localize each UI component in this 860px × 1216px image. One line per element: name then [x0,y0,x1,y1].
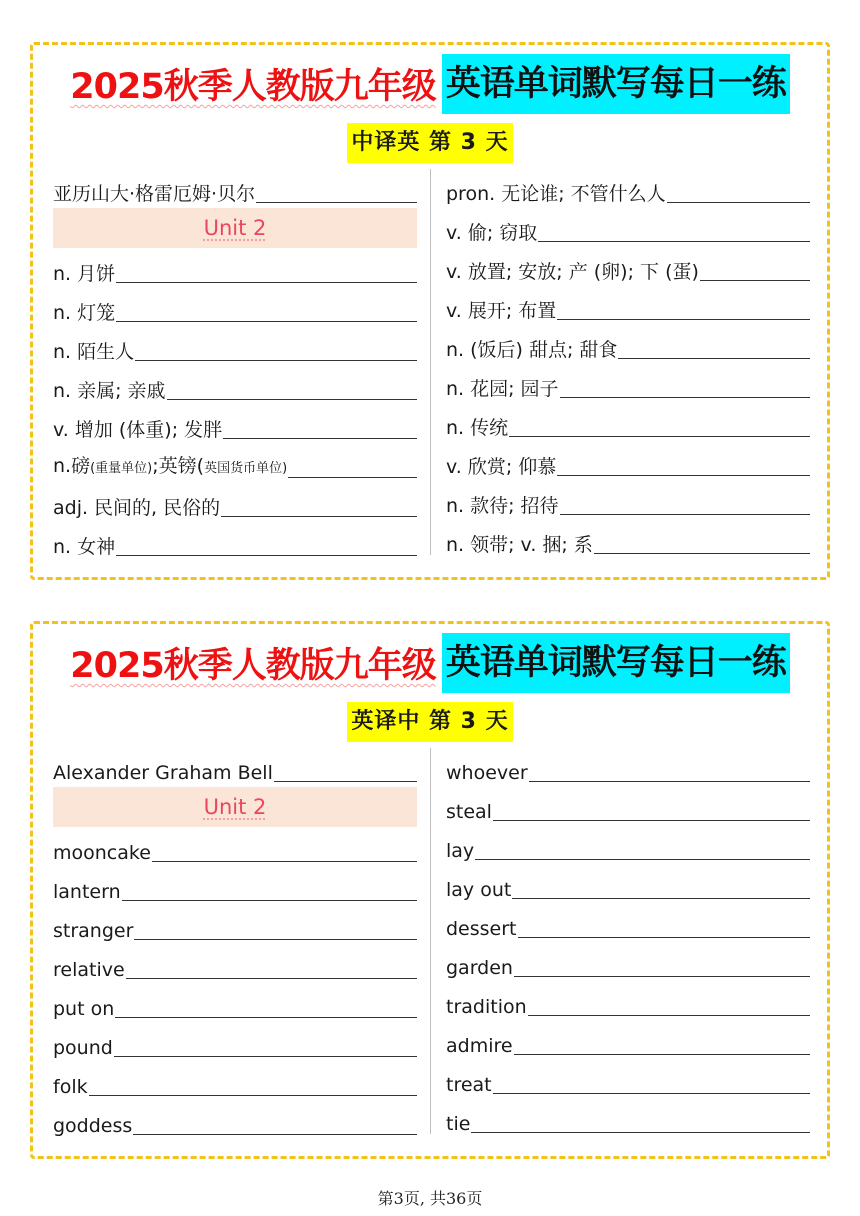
answer-line[interactable] [471,1132,810,1133]
answer-line[interactable] [493,820,810,821]
answer-line[interactable] [560,514,810,515]
word-prompt: lantern [53,881,121,903]
answer-line[interactable] [89,1095,417,1096]
answer-line[interactable] [122,900,417,901]
title-red-part: 2025秋季人教版九年级 [70,646,436,686]
word-row [446,1099,810,1138]
word-row [53,366,417,405]
word-prompt: v. 放置; 安放; 产 (卵); 下 (蛋) [446,261,699,283]
word-prompt: n. 陌生人 [53,341,135,363]
word-row [446,208,810,247]
word-row [446,865,810,904]
answer-line[interactable] [509,436,810,437]
pound-mid: ;英镑( [152,455,205,477]
word-prompt: lay [446,840,475,862]
word-row [53,327,417,366]
answer-line[interactable] [700,280,810,281]
word-prompt: n. 领带; v. 捆; 系 [446,534,593,556]
column-divider [430,169,431,555]
word-prompt: goddess [53,1115,133,1137]
word-prompt: n. 女神 [53,536,116,558]
word-prompt: treat [446,1074,492,1096]
answer-line[interactable] [667,202,810,203]
answer-line[interactable] [115,1017,417,1018]
pound-main: n.磅 [53,455,91,477]
page-footer: 第3页, 共36页 [377,1189,483,1208]
card-title [33,45,827,123]
answer-line[interactable] [167,399,417,400]
word-prompt: whoever [446,762,528,784]
word-prompt: dessert [446,918,517,940]
word-prompt: relative [53,959,125,981]
word-row [53,906,417,945]
answer-line[interactable] [514,1054,810,1055]
word-prompt: Alexander Graham Bell [53,762,273,784]
word-row [53,1023,417,1062]
answer-line[interactable] [493,1093,810,1094]
word-prompt: steal [446,801,492,823]
word-row [446,787,810,826]
word-row [446,1021,810,1060]
word-row [53,483,417,522]
card-subtitle: 英译中 第 3 天 [347,702,512,742]
word-prompt: v. 偷; 窃取 [446,222,538,244]
word-row [53,748,417,787]
answer-line[interactable] [518,937,811,938]
word-row [53,984,417,1023]
word-row [446,748,810,787]
answer-line[interactable] [538,241,810,242]
card-subtitle: 中译英 第 3 天 [347,123,512,163]
answer-line[interactable] [126,978,417,979]
word-prompt: adj. 民间的, 民俗的 [53,497,221,519]
answer-line[interactable] [114,1056,417,1057]
word-prompt: v. 增加 (体重); 发胖 [53,419,223,441]
word-prompt: tradition [446,996,527,1018]
word-prompt: v. 欣赏; 仰慕 [446,456,557,478]
word-row [446,169,810,208]
answer-line[interactable] [618,358,810,359]
answer-line[interactable] [116,555,417,556]
answer-line[interactable] [152,861,417,862]
word-row [446,403,810,442]
word-row [446,442,810,481]
title-cyan-part: 英语单词默写每日一练 [442,54,790,114]
answer-line[interactable] [116,282,417,283]
word-prompt: pron. 无论谁; 不管什么人 [446,183,666,205]
answer-line[interactable] [135,360,417,361]
word-prompt: n. 款待; 招待 [446,495,559,517]
left-column [53,748,417,1140]
word-row [53,867,417,906]
answer-line[interactable] [560,397,810,398]
word-row [446,520,810,559]
word-row [446,904,810,943]
word-row [446,982,810,1021]
word-row [53,522,417,561]
answer-line[interactable] [134,939,417,940]
answer-line[interactable] [116,321,417,322]
word-prompt: folk [53,1076,88,1098]
word-prompt: mooncake [53,842,151,864]
answer-line[interactable] [475,859,810,860]
pound-note: (重量单位) [90,461,153,476]
word-row [53,1101,417,1140]
word-row [53,169,417,208]
word-prompt: n. 灯笼 [53,302,116,324]
word-prompt: n. 花园; 园子 [446,378,559,400]
word-row [446,325,810,364]
answer-line[interactable] [221,516,417,517]
word-prompt: pound [53,1037,113,1059]
answer-line[interactable] [288,477,417,478]
answer-line[interactable] [512,898,810,899]
word-prompt: stranger [53,920,134,942]
unit-header: Unit 2 [53,208,417,248]
word-prompt: n. (饭后) 甜点; 甜食 [446,339,618,361]
pound-note-2: 英国货币单位) [204,461,288,476]
card-title [33,624,827,702]
word-prompt: n. 传统 [446,417,509,439]
word-row [446,247,810,286]
word-row [446,943,810,982]
word-prompt: tie [446,1113,471,1135]
word-prompt: v. 展开; 布置 [446,300,557,322]
word-row [53,249,417,288]
answer-line[interactable] [557,319,810,320]
word-prompt: n. 月饼 [53,263,116,285]
unit-header: Unit 2 [53,787,417,827]
word-prompt: garden [446,957,513,979]
worksheet-card-chinese-to-english [30,42,830,580]
word-prompt: n. 亲属; 亲戚 [53,380,166,402]
answer-line[interactable] [514,976,810,977]
column-divider [430,748,431,1134]
worksheet-card-english-to-chinese [30,621,830,1159]
word-row [53,288,417,327]
left-column [53,169,417,561]
answer-line[interactable] [594,553,810,554]
answer-line[interactable] [529,781,810,782]
word-row [446,1060,810,1099]
word-row [53,444,417,483]
word-row [53,405,417,444]
word-prompt: admire [446,1035,513,1057]
word-row [446,286,810,325]
word-row [53,828,417,867]
word-prompt [53,455,287,483]
right-column [446,748,810,1138]
word-prompt: 亚历山大·格雷厄姆·贝尔 [53,183,256,205]
word-prompt: put on [53,998,115,1020]
word-row [446,826,810,865]
word-row [53,945,417,984]
word-row [53,1062,417,1101]
answer-line[interactable] [256,202,417,203]
answer-line[interactable] [557,475,810,476]
right-column [446,169,810,559]
title-red-part: 2025秋季人教版九年级 [70,67,436,107]
answer-line[interactable] [133,1134,417,1135]
word-row [446,481,810,520]
word-prompt: lay out [446,879,512,901]
title-cyan-part: 英语单词默写每日一练 [442,633,790,693]
answer-line[interactable] [274,781,417,782]
word-row [446,364,810,403]
answer-line[interactable] [528,1015,810,1016]
answer-line[interactable] [223,438,417,439]
